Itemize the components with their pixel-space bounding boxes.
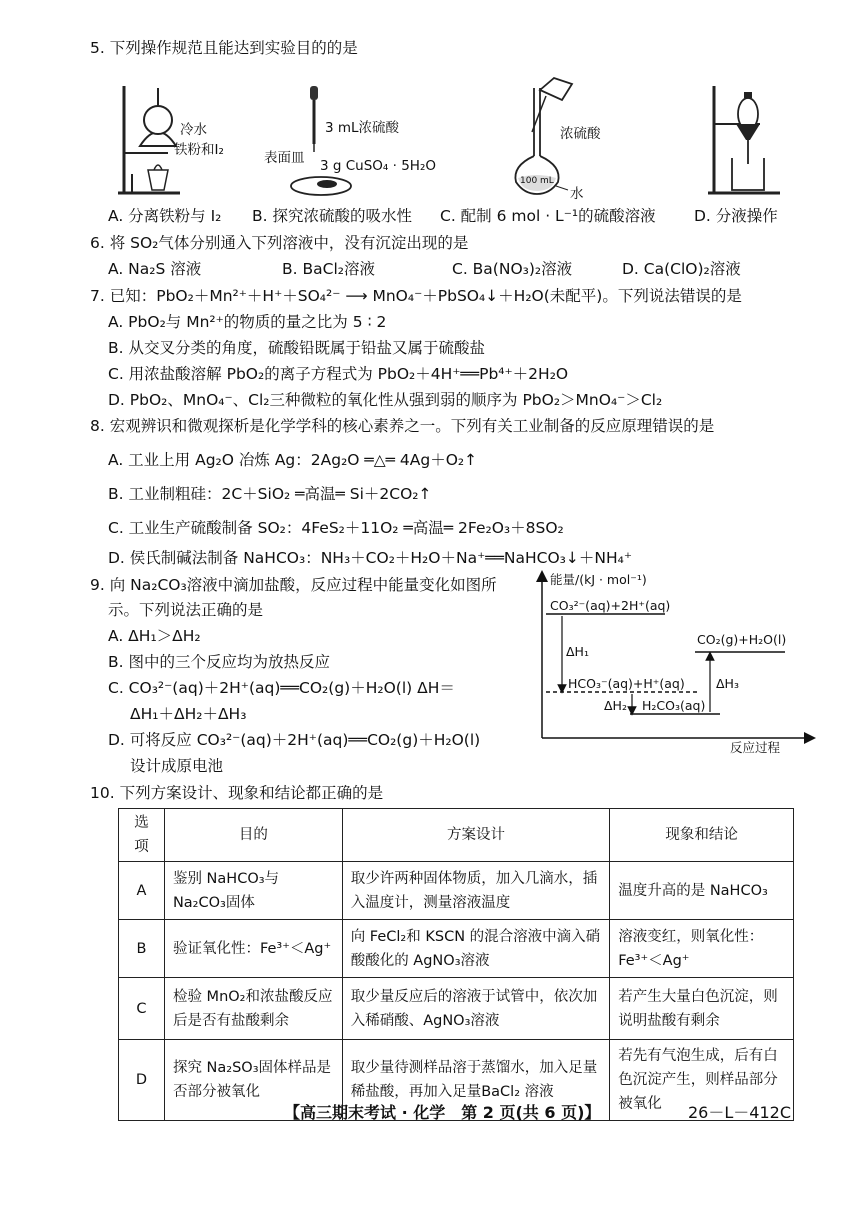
header-purpose: 目的 — [164, 809, 342, 862]
label-3ml-acid: 3 mL浓硫酸 — [325, 120, 400, 136]
chart-level-4-label: CO₂(g)+H₂O(l) — [697, 632, 787, 647]
row-c-purpose: 检验 MnO₂和浓盐酸反应后是否有盐酸剩余 — [164, 978, 342, 1040]
row-a-option: A — [119, 862, 165, 920]
label-cuso4: 3 g CuSO₄ · 5H₂O — [320, 158, 436, 174]
row-a-purpose: 鉴别 NaHCO₃与 Na₂CO₃固体 — [164, 862, 342, 920]
chart-level-2-label: HCO₃⁻(aq)+H⁺(aq) — [568, 676, 685, 691]
header-result: 现象和结论 — [610, 809, 794, 862]
table-header-row — [119, 809, 794, 862]
q7-stem: 7. 已知：PbO₂＋Mn²⁺＋H⁺＋SO₄²⁻ ⟶ MnO₄⁻＋PbSO₄↓＋H₂O(未配平)。下列说法错误的是 — [90, 287, 742, 305]
q7-option-c: C. 用浓盐酸溶解 PbO₂的离子方程式为 PbO₂＋4H⁺══Pb⁴⁺＋2H₂O — [108, 365, 569, 383]
q9-stem-line2: 示。下列说法正确的是 — [108, 601, 264, 619]
q10-table — [118, 808, 794, 1121]
q8-option-c: C. 工业生产硫酸制备 SO₂：4FeS₂＋11O₂ ═高温═ 2Fe₂O₃＋8SO₂ — [108, 519, 564, 537]
q6-option-b: B. BaCl₂溶液 — [282, 260, 375, 278]
label-cold-water: 冷水 — [180, 122, 207, 138]
chart-y-axis-label: 能量/(kJ · mol⁻¹) — [550, 572, 647, 587]
q5-option-b: B. 探究浓硫酸的吸水性 — [252, 207, 412, 225]
q9-option-d: D. 可将反应 CO₃²⁻(aq)＋2H⁺(aq)══CO₂(g)＋H₂O(l) — [108, 731, 481, 749]
q10-stem: 10. 下列方案设计、现象和结论都正确的是 — [90, 784, 384, 802]
apparatus-b-figure — [285, 82, 365, 200]
label-iron-iodine: 铁粉和I₂ — [174, 142, 224, 158]
row-a-design: 取少许两种固体物质，加入几滴水，插入温度计，测量溶液温度 — [342, 862, 610, 920]
q7-option-a: A. PbO₂与 Mn²⁺的物质的量之比为 5 ∶ 2 — [108, 313, 387, 331]
table-row — [119, 978, 794, 1040]
chart-dh3-label: ΔH₃ — [716, 676, 739, 691]
row-a-result: 温度升高的是 NaHCO₃ — [610, 862, 794, 920]
q7-option-b: B. 从交叉分类的角度，硫酸铅既属于铅盐又属于硫酸盐 — [108, 339, 485, 357]
header-option: 选项 — [119, 809, 165, 862]
label-water: 水 — [570, 186, 584, 202]
q9-option-d-cont: 设计成原电池 — [130, 757, 224, 775]
label-conc-acid: 浓硫酸 — [560, 126, 601, 142]
row-c-option: C — [119, 978, 165, 1040]
q9-option-b: B. 图中的三个反应均为放热反应 — [108, 653, 330, 671]
q6-option-c: C. Ba(NO₃)₂溶液 — [452, 260, 573, 278]
q6-option-d: D. Ca(ClO)₂溶液 — [622, 260, 741, 278]
q9-option-c-cont: ΔH₁＋ΔH₂＋ΔH₃ — [130, 705, 247, 723]
table-row — [119, 862, 794, 920]
energy-diagram — [530, 568, 820, 758]
header-design: 方案设计 — [342, 809, 610, 862]
q8-option-d: D. 侯氏制碱法制备 NaHCO₃：NH₃＋CO₂＋H₂O＋Na⁺══NaHCO₃↓＋NH₄⁺ — [108, 549, 633, 567]
q9-stem-line1: 9. 向 Na₂CO₃溶液中滴加盐酸，反应过程中能量变化如图所 — [90, 576, 497, 594]
page-footer: 【高三期末考试 · 化学 第 2 页(共 6 页)】 — [284, 1103, 601, 1122]
q8-option-a: A. 工业上用 Ag₂O 冶炼 Ag：2Ag₂O ═△═ 4Ag＋O₂↑ — [108, 451, 478, 469]
q5-option-c: C. 配制 6 mol · L⁻¹的硫酸溶液 — [440, 207, 656, 225]
chart-dh1-label: ΔH₁ — [566, 644, 589, 659]
row-d-result: 若先有气泡生成，后有白色沉淀产生，则样品部分被氧化 — [610, 1040, 794, 1121]
q7-option-d: D. PbO₂、MnO₄⁻、Cl₂三种微粒的氧化性从强到弱的顺序为 PbO₂＞MnO₄⁻＞Cl₂ — [108, 391, 663, 409]
row-b-result: 溶液变红，则氧化性：Fe³⁺＜Ag⁺ — [610, 920, 794, 978]
chart-dh2-label: ΔH₂ — [604, 698, 627, 713]
q6-stem: 6. 将 SO₂气体分别通入下列溶液中，没有沉淀出现的是 — [90, 234, 469, 252]
label-watch-glass: 表面皿 — [264, 150, 305, 166]
chart-level-3-label: H₂CO₃(aq) — [642, 698, 706, 713]
chart-level-1-label: CO₃²⁻(aq)+2H⁺(aq) — [550, 598, 671, 613]
row-c-design: 取少量反应后的溶液于试管中，依次加入稀硝酸、AgNO₃溶液 — [342, 978, 610, 1040]
table-row — [119, 920, 794, 978]
row-b-purpose: 验证氧化性：Fe³⁺＜Ag⁺ — [164, 920, 342, 978]
apparatus-d-figure — [700, 78, 790, 200]
row-d-option: D — [119, 1040, 165, 1121]
row-d-purpose: 探究 Na₂SO₃固体样品是否部分被氧化 — [164, 1040, 342, 1121]
exam-code: 26－L－412C — [688, 1103, 791, 1122]
q8-option-b: B. 工业制粗硅：2C＋SiO₂ ═高温═ Si＋2CO₂↑ — [108, 485, 432, 503]
q5-stem: 5. 下列操作规范且能达到实验目的的是 — [90, 39, 358, 57]
row-c-result: 若产生大量白色沉淀，则说明盐酸有剩余 — [610, 978, 794, 1040]
q5-option-a: A. 分离铁粉与 I₂ — [108, 207, 222, 225]
q9-option-a: A. ΔH₁＞ΔH₂ — [108, 627, 201, 645]
label-flask-mark: 100 mL — [520, 176, 554, 186]
row-b-option: B — [119, 920, 165, 978]
chart-x-axis-label: 反应过程 — [730, 740, 781, 755]
q6-option-a: A. Na₂S 溶液 — [108, 260, 202, 278]
q8-stem: 8. 宏观辨识和微观探析是化学学科的核心素养之一。下列有关工业制备的反应原理错误的是 — [90, 417, 715, 435]
row-d-design: 取少量待测样品溶于蒸馏水，加入足量稀盐酸，再加入足量BaCl₂ 溶液 — [342, 1040, 610, 1121]
q5-option-d: D. 分液操作 — [694, 207, 778, 225]
q9-option-c: C. CO₃²⁻(aq)＋2H⁺(aq)══CO₂(g)＋H₂O(l) ΔH＝ — [108, 679, 455, 697]
row-b-design: 向 FeCl₂和 KSCN 的混合溶液中滴入硝酸酸化的 AgNO₃溶液 — [342, 920, 610, 978]
